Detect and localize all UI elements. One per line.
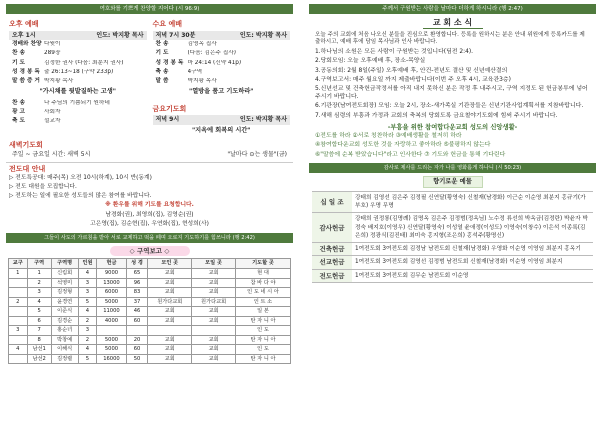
order-value: 4구역 [187, 68, 203, 75]
table-cell: 83 [126, 288, 148, 298]
order-key: 성 경 봉 독 [12, 68, 40, 75]
table-cell: 13000 [97, 278, 126, 288]
table-cell: 4 [9, 345, 28, 355]
table-cell: 참 바 다 야 [236, 278, 291, 288]
friday-time: 저녁 9시 [155, 116, 180, 124]
table-row [9, 297, 291, 307]
dawn-theme: "날마다 ⊙는 생물"(금) [227, 151, 287, 159]
table-cell: 교회 [192, 269, 236, 279]
table-cell: 5 [78, 354, 97, 364]
table-cell: 6 [27, 316, 51, 326]
order-value: 김정한 권사 (다음: 최분지 권사) [44, 59, 124, 66]
table-cell: 교회 [192, 335, 236, 345]
offering-row [312, 212, 593, 242]
table-cell: 원가다교회 [148, 297, 192, 307]
order-row [9, 108, 147, 117]
table-cell: 인 도 네 시 아 [236, 288, 291, 298]
table-cell: 교회 [148, 354, 192, 364]
table-banner: 그들이 사도의 가르침을 받아 서로 교제하고 떡을 떼며 오로지 기도하기를 힘쓰니라 (행 2:42) [6, 233, 293, 243]
table-cell: 인 도 [236, 326, 291, 336]
table-cell: 4000 [97, 316, 126, 326]
table-cell: 교회 [148, 307, 192, 317]
table-row [9, 288, 291, 298]
order-key: 성 경 봉 독 [155, 59, 184, 66]
table-cell [97, 326, 126, 336]
afternoon-preacher: 인도: 박지황 목사 [96, 31, 144, 39]
order-key: 축 송 [155, 68, 169, 75]
news-title: 교 회 소 식 [423, 18, 483, 29]
table-cell: 박창예 [51, 335, 78, 345]
table-cell: 김정형 [51, 288, 78, 298]
offering-names: 강태희 권정룡(김명례) 김명옥 김은주 김정범(정옥님) 노수정 류선희 박옥금(김정란) 박윤자 박정숙 배지호(이영우) 신연달(황영숙) 이성열 윤애정(이성도) 이영숙(이창수) 이은석 이종록(김은희) 정광식(김진태) 최미숙 홍지형(조은희) 홍석주(황명신) [355, 216, 588, 239]
table-header-cell: 헌금 [97, 259, 126, 269]
order-key: 찬 송 [12, 50, 25, 57]
table-cell: 윤경연 [51, 297, 78, 307]
table-cell: 2 [78, 335, 97, 345]
table-cell: 4 [78, 307, 97, 317]
order-key: 기 도 [155, 50, 169, 57]
news-item: 4.구역보고서: 매주 월요일 까지 제출바랍니다(이번 주 오후 4시, 교육관3층) [315, 77, 511, 84]
left-page [6, 4, 293, 420]
offering-label: 건축헌금 [312, 243, 352, 255]
table-cell [9, 288, 28, 298]
table-cell: 교회 [148, 345, 192, 355]
order-value: 나 주님의 기쁨되기 원하네 [44, 99, 110, 106]
order-row [9, 77, 147, 86]
table-cell: 20 [126, 335, 148, 345]
evangelism-title: 전도대 안내 [9, 164, 46, 173]
table-cell: 2 [27, 278, 51, 288]
table-cell: 8 [27, 335, 51, 345]
offering-label: 감사헌금 [312, 213, 352, 242]
table-cell: 5000 [97, 345, 126, 355]
friday-title: 금요기도회 [152, 104, 187, 113]
afternoon-header [9, 31, 147, 41]
faith-life-item: ⑥"말씀에 순복 받았습니다"라고 인사한다 ⑦ 기도와 헌금을 통해 기다린다 [315, 151, 506, 158]
table-row [9, 326, 291, 336]
order-row [153, 49, 291, 58]
table-cell: 5 [27, 307, 51, 317]
table-header-row [9, 259, 291, 269]
table-cell: 50 [126, 354, 148, 364]
table-cell: 교회 [148, 269, 192, 279]
news-intro: 오늘 주의 교회에 처음 나오신 분들을 진심으로 환영합니다. 등록을 원하시는 분은 안내 위원에게 등록카드를 제출하시고, 예배 후에 담임 목사님과 인사 바랍니다. [315, 32, 585, 45]
left-banner: 여호와를 기쁘게 찬양할 지어다 (시 96:9) [6, 4, 293, 14]
table-header-cell: 모일 곳 [192, 259, 236, 269]
order-row [153, 68, 291, 77]
table-cell: 4 [78, 345, 97, 355]
table-cell [9, 335, 28, 345]
table-cell: 이준식 [51, 307, 78, 317]
table-cell [148, 326, 192, 336]
offering-label: 전도헌금 [312, 270, 352, 282]
offering-row [312, 255, 593, 268]
table-cell: 37 [126, 297, 148, 307]
offering-names: 1여전도회 3여전도회 김영선 김정범 남전도회 신철재(남경화) 이순영 이영임 최분지 [355, 259, 563, 266]
offering-row [312, 269, 593, 283]
table-row [9, 278, 291, 288]
news-item: 2.당회모임: 오늘 오후예배 후, 장소-목양실 [315, 58, 426, 65]
table-cell: 교회 [192, 345, 236, 355]
dawn-time: 주일 ~ 금요일 시간: 새벽 5시 [12, 151, 91, 159]
district-table-title: ◇ 구역보고 ◇ [110, 246, 190, 256]
table-cell [126, 326, 148, 336]
table-header-cell: 모인 곳 [148, 259, 192, 269]
order-key: 축 도 [12, 117, 25, 124]
table-cell: 3 [9, 326, 28, 336]
table-cell: 3 [27, 288, 51, 298]
table-header-cell: 기도할 곳 [236, 259, 291, 269]
table-cell: 3 [78, 326, 97, 336]
table-row [9, 354, 291, 364]
sermon-title: "가시채를 뒷발질하는 고생" [39, 87, 116, 95]
table-cell: 인 도 [236, 345, 291, 355]
order-row [153, 77, 291, 86]
order-key: 말 씀 증 거 [12, 77, 40, 84]
table-header-cell: 인원 [78, 259, 97, 269]
offering-row [312, 191, 593, 213]
evangelism-line: ▷ 전도 대원을 모집합니다. [9, 183, 77, 190]
order-row [9, 40, 147, 49]
prayer-names: 남경화(권), 최영희(집), 김영순(권) [105, 211, 194, 218]
table-cell: 교회 [192, 288, 236, 298]
table-cell: 65 [126, 269, 148, 279]
table-cell: 4 [78, 269, 97, 279]
table-cell: 원가다교회 [192, 297, 236, 307]
worship-columns [6, 14, 293, 138]
table-cell: 1 [9, 269, 28, 279]
dawn-prayer [6, 141, 293, 160]
order-row [9, 59, 147, 68]
table-cell: 60 [126, 316, 148, 326]
friday-sermon: "지옥에 회복의 시간" [191, 126, 251, 134]
news-item: 5.신년선교 및 건축헌금작정서를 아직 내지 못하신 분은 작정 후 내주시고, 구역 지정도 된 헌금봉투에 넣어주시기 바랍니다. [315, 86, 588, 100]
order-value: 다윗이 [44, 41, 61, 48]
afternoon-service [9, 18, 147, 138]
wednesday-title: 수요 예배 [152, 20, 182, 28]
table-header-cell: 성 경 [126, 259, 148, 269]
order-key: 경배와 찬양 [12, 41, 42, 48]
table-cell: 2 [9, 297, 28, 307]
order-value: 설교자 [44, 117, 61, 124]
friday-preacher: 인도: 박지황 목사 [239, 116, 287, 124]
order-value: 박지황 목사 [44, 77, 74, 84]
offering-label: 십 일 조 [312, 192, 352, 213]
order-row [9, 68, 147, 77]
order-value: 박지황 목사 [187, 77, 217, 84]
wednesday-header [153, 31, 291, 41]
table-cell [9, 354, 28, 364]
table-row [9, 316, 291, 326]
dawn-info [9, 150, 290, 160]
table-cell: 탄 자 니 아 [236, 316, 291, 326]
evangelism-line: ▷ 전도하는 일에 필요한 성도들의 많은 참여를 바랍니다. [9, 193, 152, 200]
table-row [9, 269, 291, 279]
order-value: (다음: 김은주 집사) [187, 50, 236, 57]
table-cell: 3 [78, 278, 97, 288]
table-cell: 현 대 [236, 269, 291, 279]
order-key: 광 고 [12, 108, 25, 115]
evangelism-line: ▷ 전도특공대: 매주(목) 오전 10시(하계), 10시 반(동계) [9, 174, 152, 181]
table-cell: 신림회 [51, 269, 78, 279]
table-cell [9, 316, 28, 326]
table-cell: 3 [78, 288, 97, 298]
table-cell: 교회 [148, 316, 192, 326]
wednesday-sermon: "열방을 품고 기도하라" [188, 87, 254, 95]
table-cell [9, 278, 28, 288]
offering-banner: 감사로 제사를 드리는 자가 나를 영화롭게 하나니 (시 50:23) [309, 163, 596, 173]
table-cell: 탄 자 니 아 [236, 335, 291, 345]
table-row [9, 307, 291, 317]
order-value: 289장 [44, 50, 61, 57]
table-header-cell: 구역 [27, 259, 51, 269]
table-cell: 9000 [97, 269, 126, 279]
table-cell: 홍순녀 [51, 326, 78, 336]
order-value: 출 26:13~18 (구약 233p) [44, 68, 114, 75]
table-cell: 5000 [97, 297, 126, 307]
table-cell: 교회 [192, 354, 236, 364]
table-cell: 인 트 소 [236, 297, 291, 307]
district-table-title-text: 구역보고 [136, 247, 163, 256]
table-header-cell: 교구 [9, 259, 28, 269]
prayer-names: 고은영(집), 김순현(집), 우연화(집), 현성희(사) [90, 220, 209, 227]
table-cell: 60 [126, 345, 148, 355]
table-cell: 5 [78, 297, 97, 307]
news-item: 7.새해 심령의 부흥과 가정과 교회의 축복의 당회도록 금요철야기도회에 힘써 주시기 바랍니다. [315, 112, 558, 119]
table-header-cell: 구역명 [51, 259, 78, 269]
faith-life-title: -부흥을 위한 참여합다운교회 성도의 신앙생활- [387, 123, 518, 131]
table-cell: 11000 [97, 307, 126, 317]
table-cell: 5000 [97, 335, 126, 345]
table-row [9, 335, 291, 345]
table-cell: 김경순 [51, 316, 78, 326]
table-cell: 교회 [192, 278, 236, 288]
table-cell: 7 [27, 326, 51, 336]
offering-row [312, 242, 593, 255]
table-cell: 1 [27, 269, 51, 279]
order-row [153, 59, 291, 68]
table-cell [9, 307, 28, 317]
afternoon-time: 오후 1시 [12, 31, 36, 39]
order-value: 김영옥 집사 [187, 41, 217, 48]
table-cell: 46 [126, 307, 148, 317]
order-row [153, 40, 291, 49]
wednesday-preacher: 인도: 박지황 목사 [239, 31, 287, 39]
evangelism-box [6, 162, 293, 231]
offering-names: 강태희 김영선 김은주 김정필 신연달(황영숙) 신철재(남경화) 이근순 이순영 최분지 홍규기(가부호) 우명 무명 [355, 194, 586, 210]
news-item: 1.하나님의 소원은 모든 사람이 구원받는 것입니다(딤전 2:4). [315, 48, 473, 55]
district-table [8, 258, 291, 364]
table-cell: 교회 [148, 278, 192, 288]
faith-life-item: ④참여합다운교회 성도한 것을 자랑하고 좋아하라 ⑤불평하지 않는다 [315, 142, 491, 149]
order-key: 기 도 [12, 59, 25, 66]
order-row [9, 99, 147, 108]
table-cell [192, 326, 236, 336]
offering-names: 1여전도회 3여전도회 김정남 남전도회 신철재(남경화) 우영화 이순영 이영임 최분지 홍옥기 [355, 246, 581, 253]
offering-label: 선교헌금 [312, 256, 352, 268]
order-row [9, 49, 147, 58]
table-cell: 2 [78, 316, 97, 326]
table-cell: 남선1 [27, 345, 51, 355]
table-cell: 김정렬 [51, 354, 78, 364]
order-row [9, 117, 147, 126]
afternoon-title: 오후 예배 [9, 20, 39, 28]
table-cell: 이해식 [51, 345, 78, 355]
news-item: 3.공동의회: 2월 8일(주일) 오후예배 후, 안건-전년도 결산 및 신년예산결의 [315, 67, 508, 74]
table-cell: 96 [126, 278, 148, 288]
right-banner: 주께서 구원받는 사람을 날마다 더하게 하시니라 (행 2:47) [309, 4, 596, 14]
table-cell: 교회 [148, 335, 192, 345]
table-body [9, 269, 291, 364]
table-cell: 6000 [97, 288, 126, 298]
table-cell: 탄 자 니 아 [236, 354, 291, 364]
order-value: 마 24:14 (신약 41p) [187, 59, 242, 66]
offering-names: 1여전도회 3여전도회 김무순 남전도회 이순영 [355, 272, 469, 279]
order-key: 말 씀 [155, 77, 169, 84]
table-cell: 교회 [192, 316, 236, 326]
table-row [9, 345, 291, 355]
faith-life-item: ①전도를 하라 ②서로 칭찬하라 ③예배생활을 철저히 하라 [315, 132, 462, 139]
table-cell: 4 [27, 297, 51, 307]
order-key: 찬 송 [12, 99, 25, 106]
table-cell: 16000 [97, 354, 126, 364]
order-value: 사회자 [44, 108, 61, 115]
news-item: 6.기관장(남여전도회장) 모임: 오늘 2시, 장소-새가족실 기관장들은 신년기관사업계획서를 지참바랍니다. [315, 103, 584, 110]
table-cell: 남선2 [27, 354, 51, 364]
right-page [309, 4, 596, 420]
offering-title: 향기로운 예물 [423, 176, 483, 188]
table-cell: 교회 [148, 288, 192, 298]
friday-header [153, 115, 291, 125]
table-cell: 교회 [192, 307, 236, 317]
prayer-request: ※ 환우를 위해 기도를 요청합니다. [105, 202, 194, 209]
table-cell: 석영미 [51, 278, 78, 288]
wednesday-service [153, 18, 291, 138]
wednesday-time: 저녁 7시 30분 [155, 31, 196, 39]
table-cell: 일 본 [236, 307, 291, 317]
dawn-title: 새벽기도회 [9, 140, 43, 149]
order-key: 찬 송 [155, 41, 169, 48]
